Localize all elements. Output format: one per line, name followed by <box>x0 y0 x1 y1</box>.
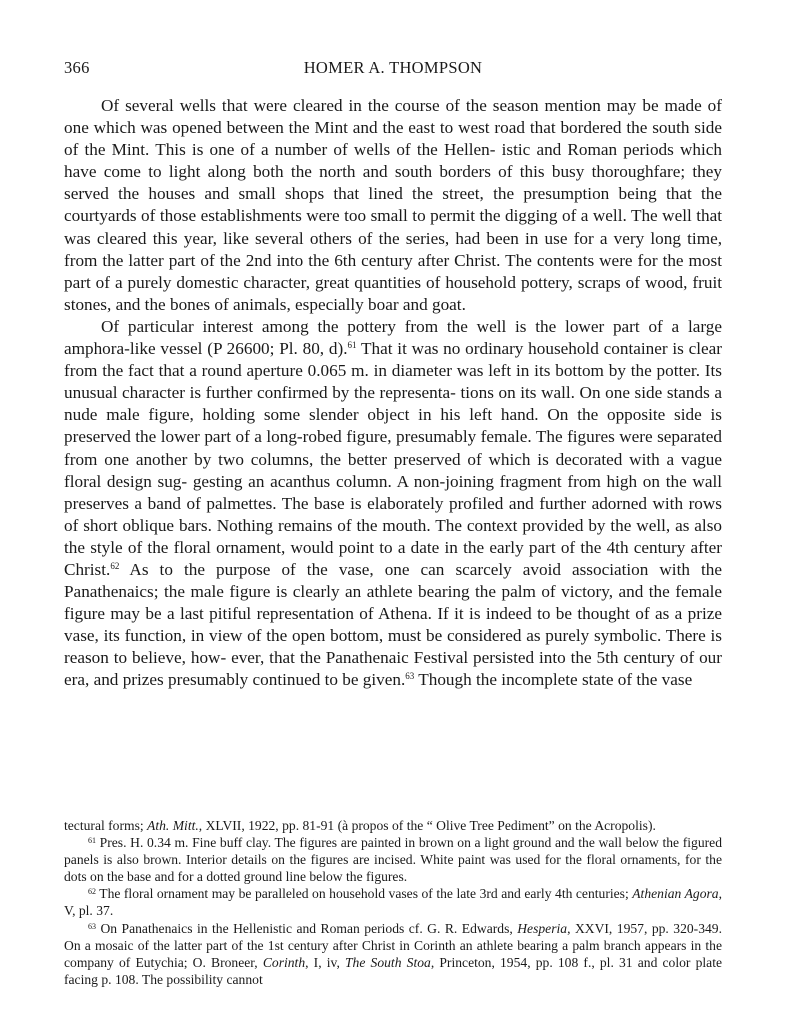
footnote-continued-tail: , XLVII, 1922, pp. 81-91 (à propos of the “ Olive Tree Pediment” on the Acropolis). <box>198 818 656 833</box>
paragraph-2-part-d: Though the incomplete state of the vase <box>414 670 693 690</box>
footnotes <box>64 817 722 988</box>
footnote-continued <box>64 817 722 834</box>
footnote-61-text: Pres. H. 0.34 m. Fine buff clay. The figures are painted in brown on a light ground and the wall below the figured panels is also brown. Interior details on the figures are incised. White paint was used for the floral ornaments, for the dots on the base and for a dotted ground line below the figures. <box>64 835 722 885</box>
footnote-63-italic-3: The South Stoa <box>345 954 431 970</box>
footnote-ref-61: 61 <box>347 340 357 351</box>
footnote-63-number: 63 <box>88 921 96 931</box>
footnote-63-text-c: , I, iv, <box>305 954 345 970</box>
page-number: 366 <box>64 58 90 77</box>
main-text <box>64 95 722 692</box>
footnote-61 <box>64 834 722 885</box>
footnote-continued-journal: Ath. Mitt. <box>147 818 199 833</box>
footnote-62-text: The floral ornament may be paralleled on household vases of the late 3rd and early 4th centuries; <box>96 886 633 902</box>
page-header <box>64 58 722 80</box>
footnote-63-text-b: , XXVI, 1957, pp. 320-349. On a mosaic of the latter part of the 1st century after Christ in Corinth an athlete bearing a palm branch appears in the company of Eutychia; O. Broneer, <box>64 920 723 970</box>
footnote-ref-62: 62 <box>110 560 120 571</box>
paragraph-2-part-c: As to the purpose of the vase, one can scarcely avoid association with the Panathenaics; the male figure is clearly an athlete bearing the palm of victory, and the female figure may be a last pitiful representation of Athena. If it is indeed to be thought of as a prize vase, its function, in view of the open bottom, must be considered as purely symbolic. There is reason to believe, how- ever, that the Panathenaic Festival persisted into the 5th century of our era, and prizes presumably continued to be given. <box>64 559 722 690</box>
footnote-63-italic-1: Hesperia <box>517 920 568 936</box>
paragraph-2 <box>64 316 722 692</box>
footnote-63-text-a: On Panathenaics in the Hellenistic and Roman periods cf. G. R. Edwards, <box>96 920 518 936</box>
footnote-62-number: 62 <box>88 887 96 897</box>
footnote-63-text-d: , Princeton, 1954, pp. 108 f., pl. 31 and color plate facing p. 108. The possibility cannot <box>64 954 723 987</box>
paragraph-2-part-a: Of particular interest among the pottery from the well is the lower part of a large amphora-like vessel (P 26600; Pl. 80, d). <box>64 316 722 359</box>
footnote-ref-63: 63 <box>405 671 415 682</box>
paragraph-2-part-b: That it was no ordinary household container is clear from the fact that a round aperture 0.065 m. in diameter was left in its bottom by the potter. Its unusual character is further confirmed by the representa- tions on its wall. On one side stands a nude male figure, holding some slender object in his left hand. On the opposite side is preserved the lower part of a long-robed figure, presumably female. The figures were separated from one another by two columns, the better preserved of which is decorated with a vague floral design sug- gesting an acanthus column. A non-joining fragment from high on the wall preserves a band of palmettes. The base is elaborately profiled and further adorned with rows of short oblique bars. Nothing remains of the mouth. The context provided by the well, as also the style of the floral ornament, would point to a date in the early part of the 4th century after Christ. <box>64 339 723 579</box>
running-head: HOMER A. THOMPSON <box>303 58 483 77</box>
footnote-63 <box>64 920 722 988</box>
footnote-63-italic-2: Corinth <box>262 954 306 970</box>
footnote-62-tail: , V, pl. 37. <box>64 886 722 919</box>
footnote-62-italic: Athenian Agora <box>632 886 719 902</box>
footnote-62 <box>64 885 722 919</box>
footnote-continued-text: tectural forms; <box>64 818 148 833</box>
footnote-61-number: 61 <box>88 836 96 846</box>
paragraph-1: Of several wells that were cleared in the course of the season mention may be made of one which was opened between the Mint and the east to west road that bordered the south side of the Mint. This is one of a number of wells of the Hellen- istic and Roman periods which have come to light along both the north and south borders of this busy thoroughfare; they served the houses and small shops that lined the street, the presumption being that the courtyards of those establishments were too small to permit the digging of a well. The well that was cleared this year, like several others of the series, had been in use for a very long time, from the latter part of the 2nd into the 6th century after Christ. The contents were for the most part of a purely domestic character, great quantities of household pottery, scraps of wood, fruit stones, and the bones of animals, especially boar and goat. <box>64 96 722 314</box>
